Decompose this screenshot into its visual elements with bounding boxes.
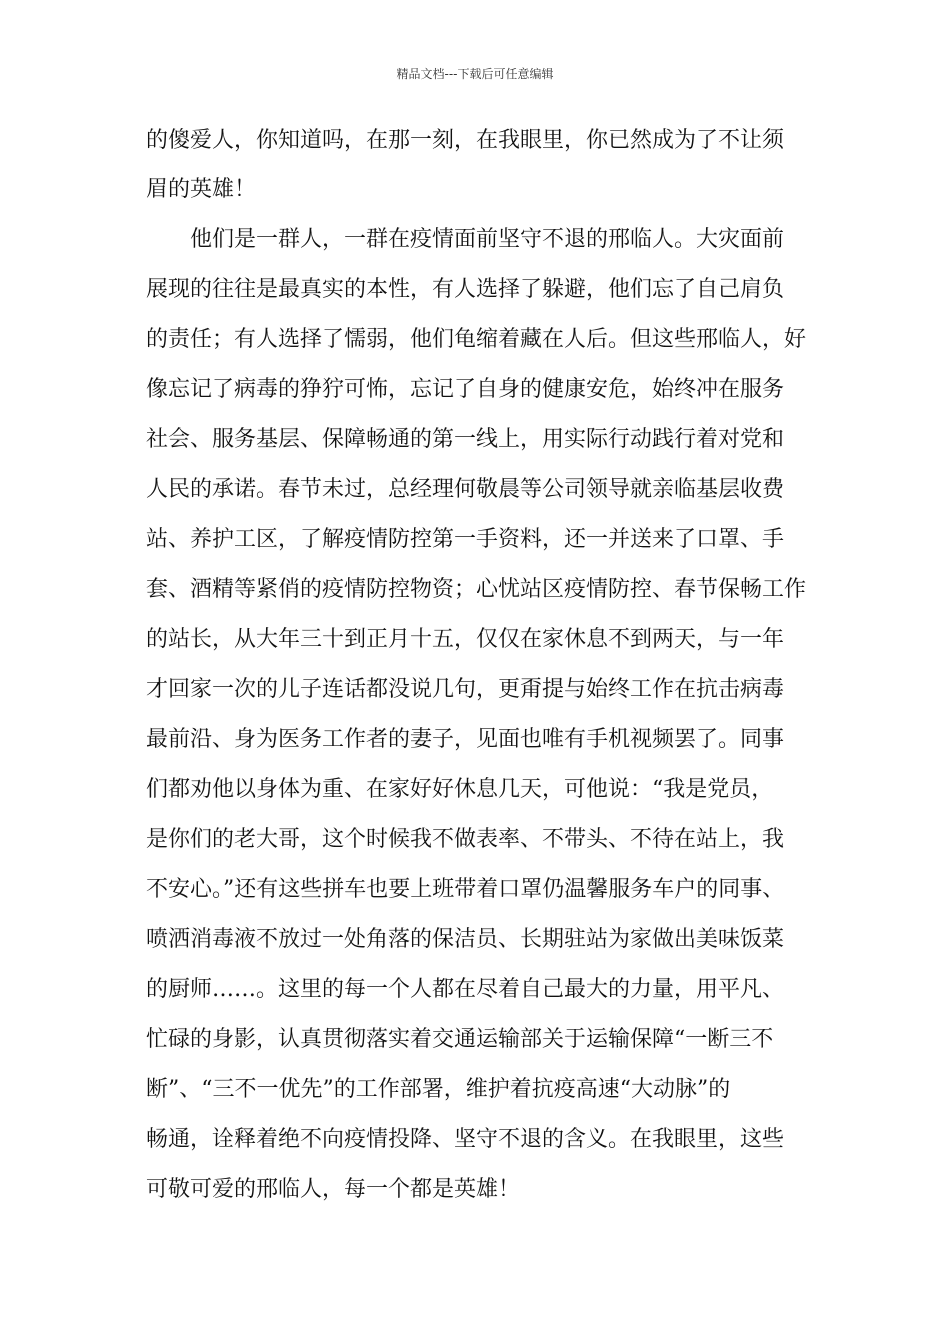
text-line: 畅通，诠释着绝不向疫情投降、坚守不退的含义。在我眼里，这些 [146, 1127, 785, 1152]
text-line: 像忘记了病毒的狰狞可怖，忘记了自身的健康安危，始终冲在服务 [146, 377, 785, 402]
text-line: 展现的往往是最真实的本性，有人选择了躲避，他们忘了自己肩负 [146, 277, 785, 302]
paragraph-first-line: 他们是一群人，一群在疫情面前坚守不退的邢临人。大灾面前 [190, 227, 785, 252]
text-line: 们都劝他以身体为重、在家好好休息几天，可他说：“我是党员， [146, 777, 774, 802]
page-header: 精品文档---下载后可任意编辑 [396, 67, 554, 81]
text-line: 的傻爱人，你知道吗，在那一刻，在我眼里，你已然成为了不让须 [146, 128, 785, 153]
text-line: 社会、服务基层、保障畅通的第一线上，用实际行动践行着对党和 [146, 427, 785, 452]
text-line: 才回家一次的儿子连话都没说几句，更甭提与始终工作在抗击病毒 [146, 677, 785, 702]
text-line: 的责任；有人选择了懦弱，他们龟缩着藏在人后。但这些邢临人，好 [146, 327, 807, 352]
text-line: 断”、“三不一优先”的工作部署，维护着抗疫高速“大动脉”的 [146, 1077, 731, 1102]
text-line: 是你们的老大哥，这个时候我不做表率、不带头、不待在站上，我 [146, 827, 785, 852]
text-line: 最前沿、身为医务工作者的妻子，见面也唯有手机视频罢了。同事 [146, 727, 785, 752]
text-line: 眉的英雄！ [146, 177, 257, 202]
text-line: 的厨师……。这里的每一个人都在尽着自己最大的力量，用平凡、 [146, 977, 785, 1002]
text-line: 喷洒消毒液不放过一处角落的保洁员、长期驻站为家做出美味饭菜 [146, 927, 785, 952]
text-line: 套、酒精等紧俏的疫情防控物资；心忧站区疫情防控、春节保畅工作 [146, 577, 807, 602]
text-line: 可敬可爱的邢临人，每一个都是英雄！ [146, 1177, 521, 1202]
text-line: 不安心。”还有这些拼车也要上班带着口罩仍温馨服务车户的同事、 [146, 877, 785, 902]
text-line: 站、养护工区，了解疫情防控第一手资料，还一并送来了口罩、手 [146, 527, 785, 552]
text-line: 忙碌的身影，认真贯彻落实着交通运输部关于运输保障“一断三不 [146, 1027, 774, 1052]
text-line: 的站长，从大年三十到正月十五，仅仅在家休息不到两天，与一年 [146, 627, 785, 652]
text-line: 人民的承诺。春节未过，总经理何敬晨等公司领导就亲临基层收费 [146, 477, 785, 502]
